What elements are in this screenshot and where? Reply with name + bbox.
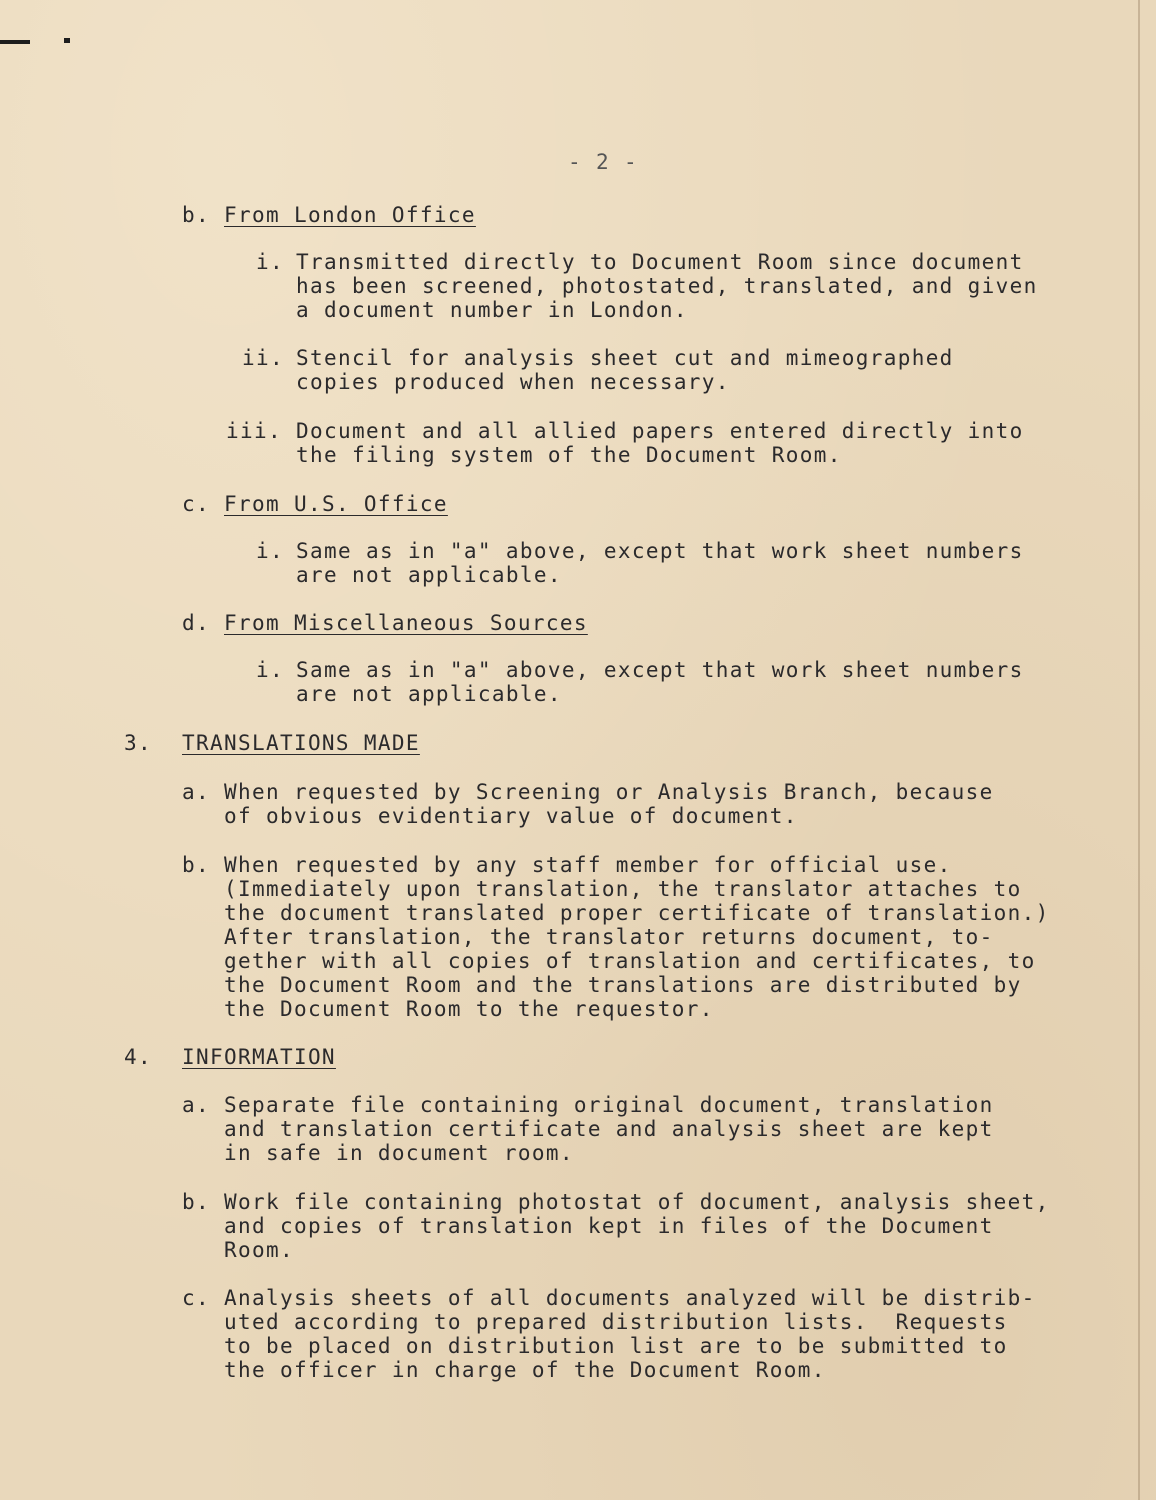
item-b-iii-line-1: Document and all allied papers entered directly into — [296, 419, 1024, 443]
item-3-b-line-5: gether with all copies of translation and certificates, to — [224, 949, 1036, 973]
item-4-c-line-3: to be placed on distribution list are to be submitted to — [224, 1334, 1008, 1358]
item-b-ii-line-1: Stencil for analysis sheet cut and mimeographed — [296, 346, 954, 370]
section-c-heading: From U.S. Office — [224, 492, 448, 516]
item-b-i-line-1: Transmitted directly to Document Room since document — [296, 250, 1024, 274]
item-4-c-marker: c. — [182, 1286, 210, 1310]
item-3-a-marker: a. — [182, 780, 210, 804]
item-b-i-marker: i. — [256, 250, 284, 274]
item-d-i-line-2: are not applicable. — [296, 682, 562, 706]
section-b-marker: b. — [182, 203, 210, 227]
item-4-a-line-2: and translation certificate and analysis sheet are kept — [224, 1117, 994, 1141]
item-4-a-marker: a. — [182, 1093, 210, 1117]
section-4-heading: INFORMATION — [182, 1045, 336, 1069]
section-b-heading: From London Office — [224, 203, 476, 227]
item-c-i-line-1: Same as in "a" above, except that work sheet numbers — [296, 539, 1024, 563]
item-4-b-line-2: and copies of translation kept in files of the Document — [224, 1214, 994, 1238]
section-d-marker: d. — [182, 611, 210, 635]
item-4-c-line-4: the officer in charge of the Document Room. — [224, 1358, 826, 1382]
section-c-marker: c. — [182, 492, 210, 516]
section-4-marker: 4. — [124, 1045, 152, 1069]
item-b-iii-line-2: the filing system of the Document Room. — [296, 443, 842, 467]
section-d-heading: From Miscellaneous Sources — [224, 611, 588, 635]
item-d-i-line-1: Same as in "a" above, except that work sheet numbers — [296, 658, 1024, 682]
item-3-b-line-1: When requested by any staff member for official use. — [224, 853, 952, 877]
item-3-b-line-2: (Immediately upon translation, the translator attaches to — [224, 877, 1022, 901]
item-3-b-marker: b. — [182, 853, 210, 877]
item-b-i-line-2: has been screened, photostated, translated, and given — [296, 274, 1038, 298]
item-b-i-line-3: a document number in London. — [296, 298, 688, 322]
item-c-i-line-2: are not applicable. — [296, 563, 562, 587]
section-3-heading: TRANSLATIONS MADE — [182, 731, 420, 755]
item-4-a-line-3: in safe in document room. — [224, 1141, 574, 1165]
item-b-ii-line-2: copies produced when necessary. — [296, 370, 730, 394]
item-3-b-line-7: the Document Room to the requestor. — [224, 997, 714, 1021]
item-b-ii-marker: ii. — [242, 346, 284, 370]
item-4-b-line-3: Room. — [224, 1238, 294, 1262]
item-4-c-line-1: Analysis sheets of all documents analyzed will be distrib- — [224, 1286, 1036, 1310]
item-b-iii-marker: iii. — [226, 419, 282, 443]
item-d-i-marker: i. — [256, 658, 284, 682]
corner-dot — [64, 38, 70, 43]
item-4-c-line-2: uted according to prepared distribution lists. Requests — [224, 1310, 1008, 1334]
item-3-b-line-4: After translation, the translator returns document, to- — [224, 925, 994, 949]
item-3-a-line-2: of obvious evidentiary value of document. — [224, 804, 798, 828]
item-3-b-line-3: the document translated proper certificate of translation.) — [224, 901, 1050, 925]
item-4-b-line-1: Work file containing photostat of document, analysis sheet, — [224, 1190, 1050, 1214]
item-3-b-line-6: the Document Room and the translations are distributed by — [224, 973, 1022, 997]
page-number: - 2 - — [568, 150, 638, 174]
item-3-a-line-1: When requested by Screening or Analysis Branch, because — [224, 780, 994, 804]
paper-edge — [1138, 0, 1140, 1500]
section-3-marker: 3. — [124, 731, 152, 755]
item-4-b-marker: b. — [182, 1190, 210, 1214]
item-c-i-marker: i. — [256, 539, 284, 563]
corner-mark — [0, 40, 30, 44]
item-4-a-line-1: Separate file containing original document, translation — [224, 1093, 994, 1117]
